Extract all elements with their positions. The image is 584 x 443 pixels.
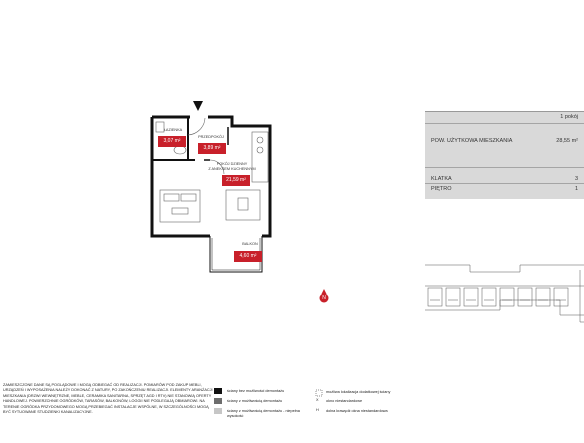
entrance-marker xyxy=(193,101,203,111)
pietro-label: PIĘTRO xyxy=(431,186,452,192)
disclaimer-notes: ZAMIESZCZONE DANE SĄ POGLĄDOWE I MOGĄ ODBIEGAĆ OD REALIZACJI. POMIARÓW POD ZAKUP MEBLI, URZĄDZEŃ I WYPOSAŻENIA NALEŻY DOKONAĆ Z NATURY, PO ZAKOŃCZENIU REALIZACJI. ELEMENTY ARANŻACJI MIESZKANIA (DRZWI WEWNĘTRZNE, MEBLE, CERAMIKA SANITARNA, SPRZĘT AGD I RTV) NIE STANOWIĄ OFERTY HANDLOWEJ. POWIERZCHNIE OGRÓDKÓW, TARASÓW, BALKONÓW, LOGGII NIE PODLEGAJĄ OBMIAROWI. NA TERENIE OGRÓDKA PRZYDOMOWEGO MOGĄ PRZEBIEGAĆ INSTALACJE WSPÓLNE, W SZCZEGÓLNOŚCI MOGĄ BYĆ SYTUOWANE STUDZIENKI KANALIZACYJNE. xyxy=(3,383,213,415)
legend-nonstandard-window: okno niestandardowe xyxy=(326,399,363,403)
legend-walls-partial: ściany z możliwością demontażu - niepełna wysokość xyxy=(227,409,300,418)
area-value: 28,55 m² xyxy=(556,138,578,144)
area-label: POW. UŻYTKOWA MIESZKANIA xyxy=(431,138,513,144)
legend-x-mark: X xyxy=(316,398,319,402)
area-tag-lazienka: 3,07 m² xyxy=(158,136,186,147)
rooms-count: 1 pokój xyxy=(560,114,578,120)
klatka-label: KLATKA xyxy=(431,176,452,182)
legend-extra-wall: możliwa lokalizacja dodatkowej ściany xyxy=(326,390,391,394)
legend-h-mark: H xyxy=(316,408,319,412)
room-label-balkon: BALKON xyxy=(242,242,258,246)
pietro-value: 1 xyxy=(574,186,578,192)
room-label-przedpokoj: PRZEDPOKÓJ xyxy=(198,135,224,139)
apartment-info-panel xyxy=(425,95,584,199)
area-tag-balkon: 4,60 m² xyxy=(234,251,262,262)
compass-north-label: N xyxy=(322,295,326,301)
legend-window-edge: dolna krawędź okna niestandardowa xyxy=(326,409,388,413)
room-label-lazienka: ŁAZIENKA xyxy=(163,128,183,132)
legend-walls-fixed: ściany bez możliwości demontażu xyxy=(227,389,285,393)
room-label-pokoj: POKÓJ DZIENNY Z ANEKSEM KUCHENNYM xyxy=(208,162,256,171)
klatka-value: 3 xyxy=(574,176,578,182)
legend-walls-removable: ściany z możliwością demontażu xyxy=(227,399,283,403)
area-tag-przedpokoj: 3,89 m² xyxy=(198,143,226,154)
panel-header xyxy=(425,95,584,112)
area-tag-pokoj: 21,59 m² xyxy=(222,175,250,186)
